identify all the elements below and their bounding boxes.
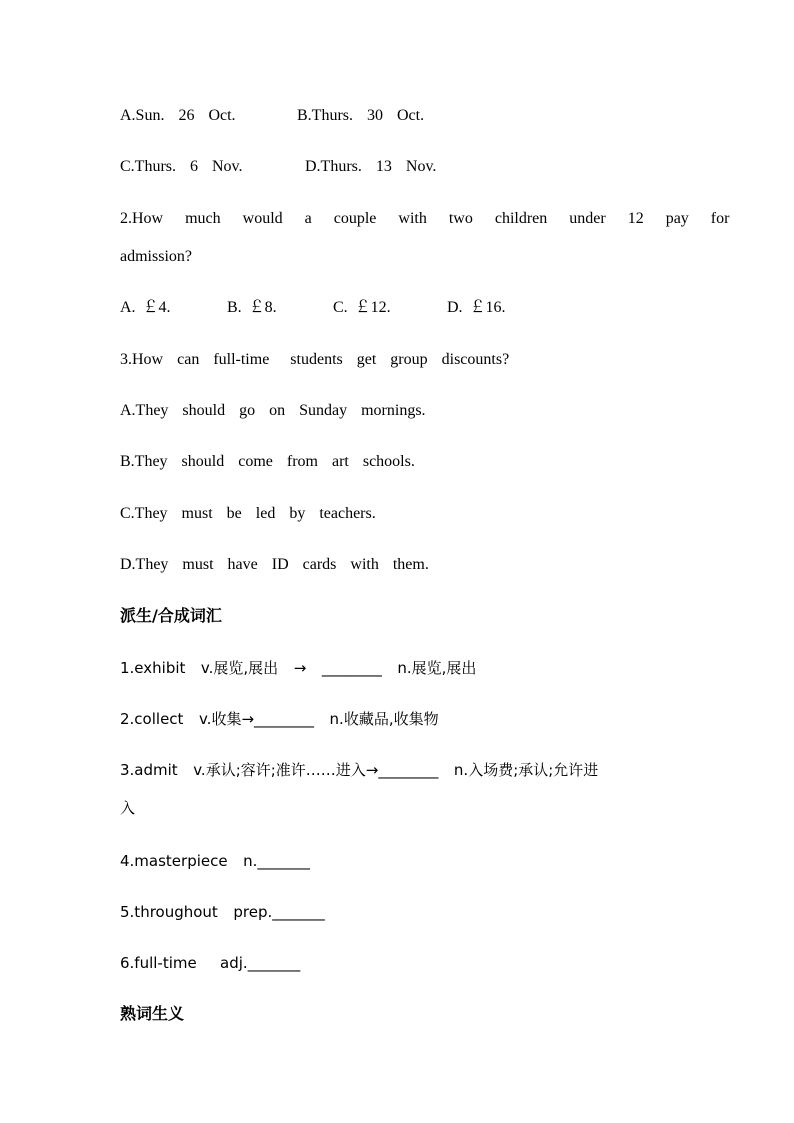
vocab-item-3: 3.admit v.承认;容许;准许……进入→________ n.入场费;承认;允许进 [120, 761, 599, 779]
section-heading-derived: 派生/合成词汇 [120, 606, 222, 625]
section-heading-polysemy: 熟词生义 [120, 1004, 185, 1023]
q1-option-a: A.Sun. 26 Oct. [120, 107, 236, 124]
q1-option-c: C.Thurs. 6 Nov. [120, 158, 243, 175]
q3-option-a: A.They should go on Sunday mornings. [120, 402, 426, 419]
q3-option-b: B.They should come from art schools. [120, 453, 415, 470]
vocab-item-6: 6.full-time adj._______ [120, 954, 301, 972]
q1-options-row-2 [120, 157, 437, 217]
q2-option-d: D. ￡16. [447, 299, 506, 316]
q1-option-b: B.Thurs. 30 Oct. [297, 107, 425, 124]
q3-stem: 3.How can full-time students get group discounts? [120, 351, 510, 368]
q2-option-a: A. ￡4. [120, 299, 171, 316]
vocab-item-4: 4.masterpiece n._______ [120, 852, 310, 870]
q2-option-b: B. ￡8. [227, 299, 277, 316]
q1-option-d: D.Thurs. 13 Nov. [305, 158, 437, 175]
q2-stem-line-2: admission? [120, 248, 192, 265]
vocab-item-5: 5.throughout prep._______ [120, 903, 325, 921]
vocab-item-2: 2.collect v.收集→________ n.收藏品,收集物 [120, 710, 439, 728]
q3-option-c: C.They must be led by teachers. [120, 505, 376, 522]
q3-option-d: D.They must have ID cards with them. [120, 556, 429, 573]
q2-option-c: C. ￡12. [333, 299, 391, 316]
vocab-item-1: 1.exhibit v.展览,展出 → ________ n.展览,展出 [120, 659, 477, 677]
q2-stem-line-1: 2.How much would a couple with two children under 12 pay for [120, 210, 730, 227]
vocab-item-3-continued: 入 [120, 799, 136, 817]
